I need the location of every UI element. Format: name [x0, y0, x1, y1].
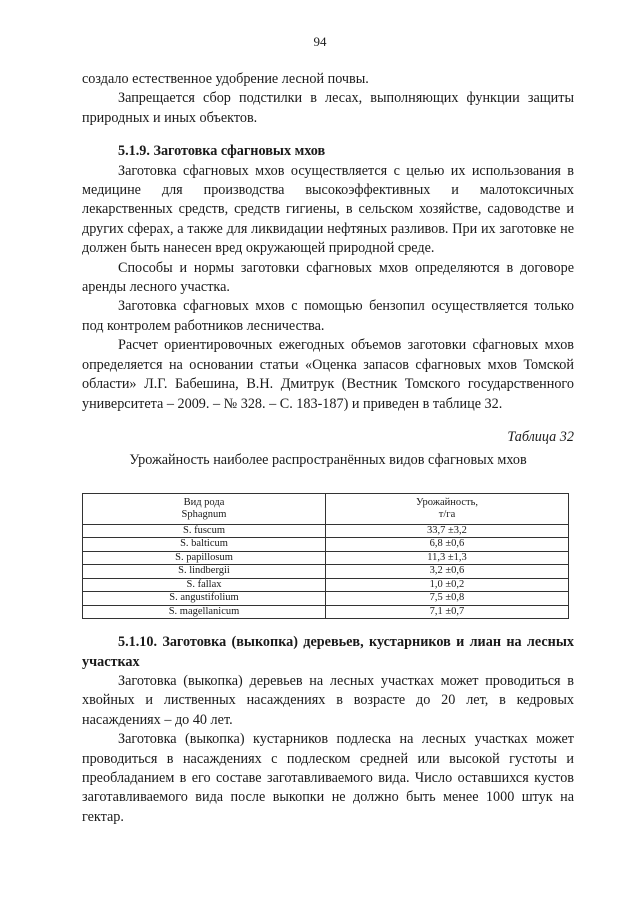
yield-cell: 33,7 ±3,2	[326, 524, 569, 538]
table-row	[83, 524, 569, 538]
table-title: Урожайность наиболее распространённых видов сфагновых мхов	[129, 452, 527, 469]
species-cell: S. angustifolium	[83, 592, 326, 606]
species-cell: S. lindbergii	[83, 565, 326, 579]
section-5-1-9-paragraph-4: Расчет ориентировочных ежегодных объемов заготовки сфагновых мхов определяется на основании статьи «Оценка запасов сфагновых мхов Томской области» Л.Г. Бабешина, В.Н. Дмитрук (Вестник Томского государственного университета – 2009. – № 328. – С. 183-187) и приведен в таблице 32.	[82, 337, 574, 412]
species-cell: S. fallax	[83, 578, 326, 592]
table-row	[83, 605, 569, 619]
table-row	[83, 551, 569, 565]
table-row	[83, 578, 569, 592]
header-yield	[326, 493, 569, 524]
yield-cell: 7,5 ±0,8	[326, 592, 569, 606]
section-5-1-10-paragraph-1: Заготовка (выкопка) деревьев на лесных участках может проводиться в хвойных и лиственных насаждениях в возрасте до 20 лет, в кедровых насаждениях – до 40 лет.	[82, 673, 574, 728]
species-cell: S. balticum	[83, 538, 326, 552]
section-5-1-9-heading: 5.1.9. Заготовка сфагновых мхов	[118, 143, 326, 160]
section-5-1-9-paragraph-2: Способы и нормы заготовки сфагновых мхов определяются в договоре аренды лесного участка.	[82, 259, 574, 296]
species-cell: S. fuscum	[83, 524, 326, 538]
yield-cell: 6,8 ±0,6	[326, 538, 569, 552]
header-species	[83, 493, 326, 524]
table-caption: Таблица 32	[507, 428, 574, 445]
yield-cell: 3,2 ±0,6	[326, 565, 569, 579]
header-species-line-1: Вид рода	[183, 496, 225, 508]
page-number: 94	[313, 34, 327, 49]
header-yield-line-2: т/га	[438, 509, 456, 521]
table-row	[83, 538, 569, 552]
table-header-row	[83, 493, 569, 524]
page-content	[82, 70, 574, 827]
section-5-1-9-paragraph-1: Заготовка сфагновых мхов осуществляется с целью их использования в медицине для производства высокоэффективных и малотоксичных лекарственных средств, средств гигиены, в сельском хозяйстве, садоводстве и других сферах, а также для ликвидации нефтяных разливов. При их заготовке не должен быть нанесен вред окружающей природной среде.	[82, 162, 574, 257]
intro-paragraph-2: Запрещается сбор подстилки в лесах, выполняющих функции защиты природных и иных объектов.	[82, 90, 574, 126]
yield-cell: 7,1 ±0,7	[326, 605, 569, 619]
species-cell: S. papillosum	[83, 551, 326, 565]
table-row	[83, 592, 569, 606]
section-5-1-10-paragraph-2: Заготовка (выкопка) кустарников подлеска на лесных участках может проводиться в насаждениях с подлеском средней или высокой густоты и преобладанием в его составе заготавливаемого вида. Число оставшихся кустов заготавливаемого вида после выкопки не должно быть менее 1000 штук на гектар.	[82, 731, 574, 825]
section-5-1-10-heading: 5.1.10. Заготовка (выкопка) деревьев, кустарников и лиан на лесных участках	[82, 634, 574, 670]
table-row	[83, 565, 569, 579]
sphagnum-yield-table	[82, 493, 569, 620]
yield-cell: 11,3 ±1,3	[326, 551, 569, 565]
section-5-1-9-paragraph-3: Заготовка сфагновых мхов с помощью бензопил осуществляется только под контролем работников лесничества.	[82, 298, 574, 334]
species-cell: S. magellanicum	[83, 605, 326, 619]
header-yield-line-1: Урожайность,	[415, 496, 479, 508]
yield-cell: 1,0 ±0,2	[326, 578, 569, 592]
intro-paragraph-1: создало естественное удобрение лесной почвы.	[82, 71, 369, 87]
header-species-line-2: Sphagnum	[181, 509, 227, 521]
